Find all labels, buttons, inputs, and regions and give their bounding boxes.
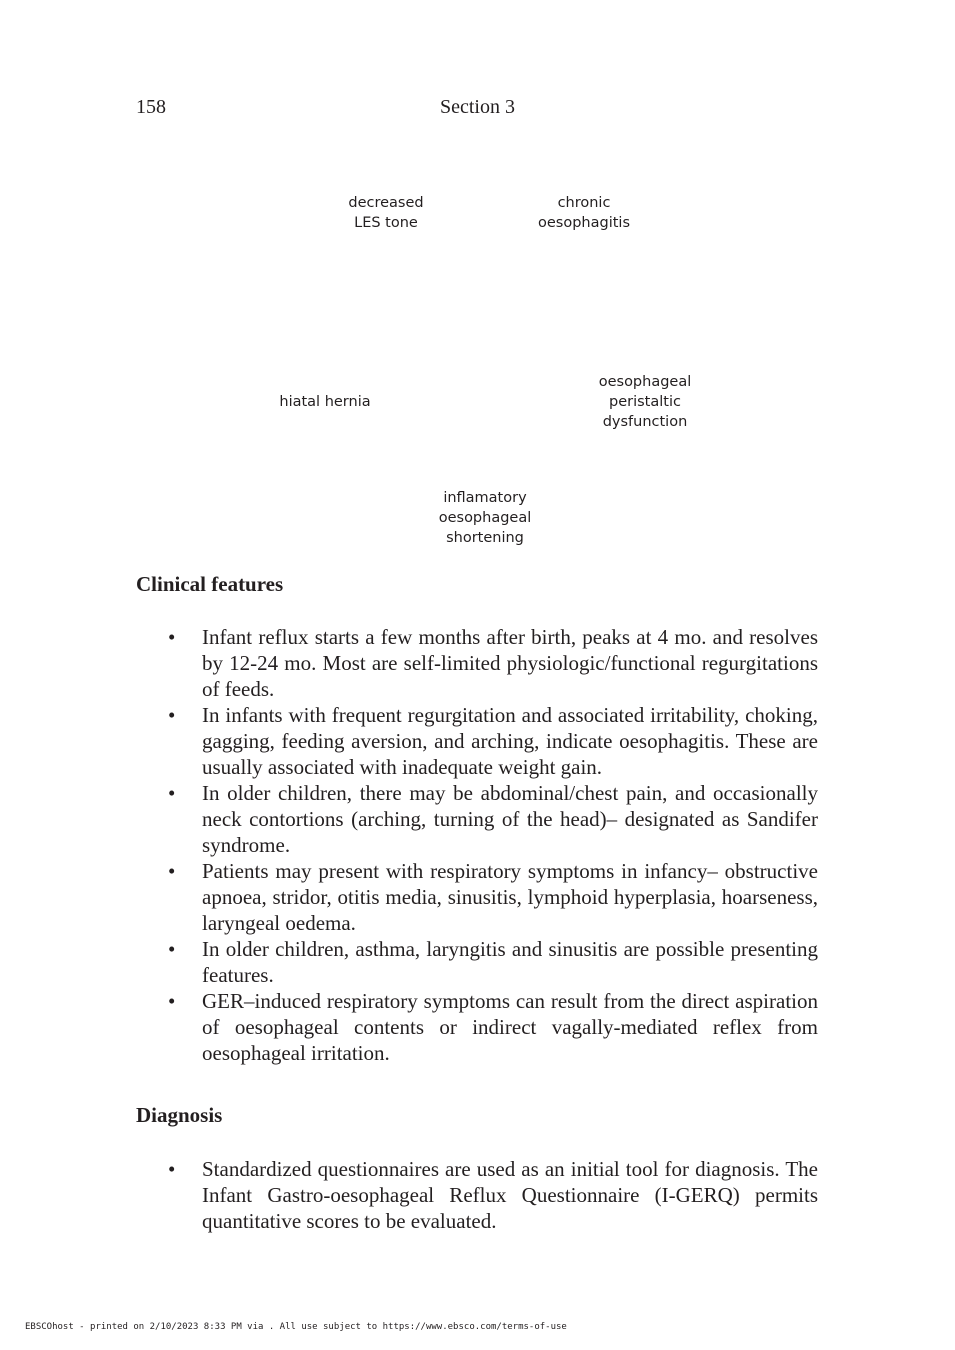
page-number: 158 bbox=[136, 96, 166, 118]
diagnosis-list bbox=[160, 1156, 818, 1234]
list-item: • Patients may present with respiratory symptoms in infancy– obstructive apnoea, stridor, otitis media, sinusitis, lymphoid hyperplasia, hoarseness, laryngeal oedema. bbox=[160, 858, 818, 936]
clinical-features-list bbox=[160, 624, 818, 1066]
list-item: • Standardized questionnaires are used as an initial tool for diagnosis. The Infant Gastro-oesophageal Reflux Questionnaire (I-GERQ) permits quantitative scores to be evaluated. bbox=[160, 1156, 818, 1234]
label-line: peristaltic bbox=[609, 394, 681, 410]
label-line: chronic bbox=[557, 195, 611, 211]
label-line: oesophagitis bbox=[538, 215, 630, 231]
list-item: • Infant reflux starts a few months after birth, peaks at 4 mo. and resolves by 12-24 mo. Most are self-limited physiologic/functional regurgitations of feeds. bbox=[160, 624, 818, 702]
label-line: decreased bbox=[348, 195, 424, 211]
diagnosis-heading: Diagnosis bbox=[136, 1103, 223, 1127]
section-title: Section 3 bbox=[440, 96, 515, 118]
label-line: oesophageal bbox=[438, 510, 532, 526]
print-footer: EBSCOhost - printed on 2/10/2023 8:33 PM via . All use subject to https://www.ebsco.com/terms-of-use bbox=[25, 1322, 567, 1332]
label-line: hiatal hernia bbox=[279, 394, 371, 410]
list-item: • In older children, there may be abdominal/chest pain, and occasionally neck contortions (arching, turning of the head)– designated as Sandifer syndrome. bbox=[160, 780, 818, 858]
diagram-label-hiatal-hernia bbox=[255, 392, 395, 412]
diagram-label-peristaltic-dysfunction bbox=[585, 372, 705, 432]
diagram-label-decreased-les-tone bbox=[326, 193, 446, 233]
list-item: • In infants with frequent regurgitation and associated irritability, choking, gagging, feeding aversion, and arching, indicate oesophagitis. These are usually associated with inadequate weight gain. bbox=[160, 702, 818, 780]
diagram-label-oesophageal-shortening bbox=[425, 488, 545, 548]
label-line: oesophageal bbox=[598, 374, 692, 390]
label-line: shortening bbox=[446, 530, 524, 546]
list-item: • In older children, asthma, laryngitis and sinusitis are possible presenting features. bbox=[160, 936, 818, 988]
diagram-label-chronic-oesophagitis bbox=[524, 193, 644, 233]
label-line: dysfunction bbox=[602, 414, 688, 430]
clinical-features-heading: Clinical features bbox=[136, 572, 284, 596]
label-line: inflamatory bbox=[443, 490, 527, 506]
list-item: • GER–induced respiratory symptoms can result from the direct aspiration of oesophageal contents or indirect vagally-mediated reflex from oesophageal irritation. bbox=[160, 988, 818, 1066]
label-line: LES tone bbox=[354, 215, 418, 231]
